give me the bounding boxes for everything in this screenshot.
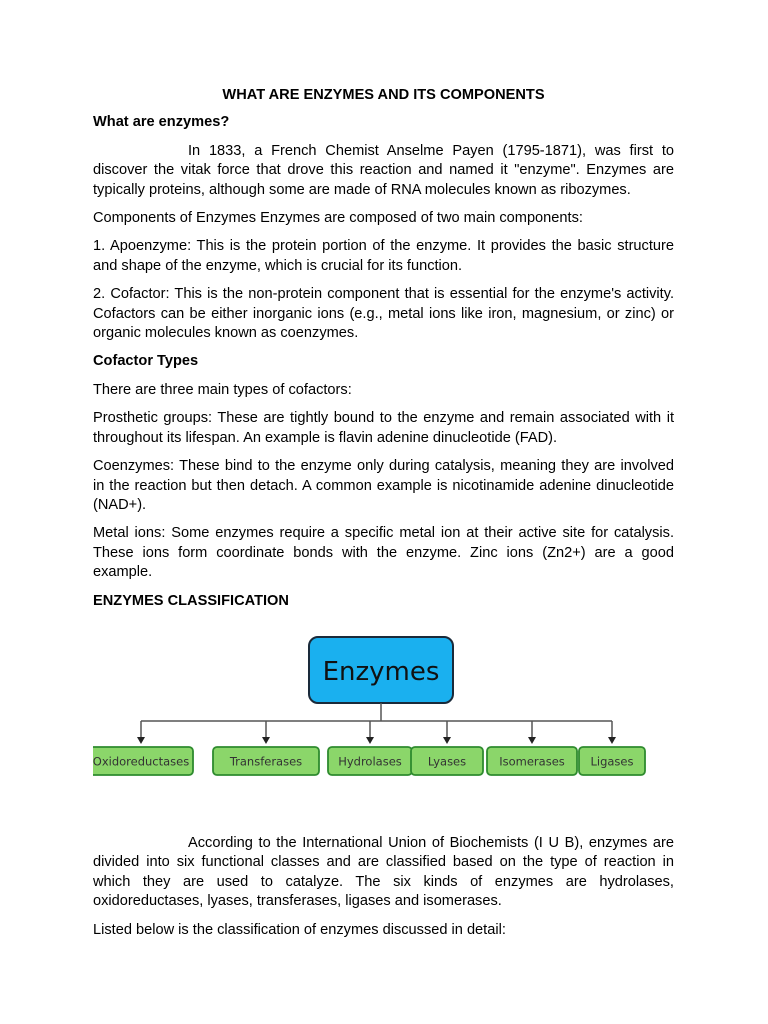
heading-enzymes-classification: ENZYMES CLASSIFICATION (93, 592, 289, 609)
paragraph-metal-ions: Metal ions: Some enzymes require a specific metal ion at their active site for catalysis. These ions form coordinate bonds with the enzyme. Zinc ions (Zn2+) are a good example. (93, 525, 674, 581)
child-node-label: Ligases (590, 754, 634, 769)
arrow-head-icon (262, 737, 270, 744)
paragraph-iub-classification: According to the International Union of Biochemists (I U B), enzymes are divided into six functional classes and are classified based on the type of reaction in which they are used to catalyze. The six kinds of enzymes are hydrolases, oxidoreductases, lyases, transferases, ligases and isomerases. (93, 834, 674, 910)
arrow-head-icon (528, 737, 536, 744)
paragraph-cofactor-types-intro: There are three main types of cofactors: (93, 381, 352, 398)
heading-cofactor-types: Cofactor Types (93, 353, 199, 370)
child-node-label: Hydrolases (338, 754, 402, 769)
paragraph-cofactor: 2. Cofactor: This is the non-protein component that is essential for the enzyme's activity. Cofactors can be either inorganic ions (e.g., metal ions like iron, magnesium, or zinc) or organic molecules known as coenzymes. (93, 286, 674, 342)
enzyme-classification-diagram (93, 625, 674, 820)
document-page (93, 86, 674, 949)
paragraph-history: In 1833, a French Chemist Anselme Payen (1795-1871), was first to discover the vitak force that drove this reaction and named it "enzyme". Enzymes are typically proteins, although some are made of RNA molecules known as ribozymes. (93, 142, 674, 198)
child-node-label: Isomerases (499, 754, 565, 769)
classification-tree (93, 625, 674, 820)
document-title: WHAT ARE ENZYMES AND ITS COMPONENTS (222, 87, 545, 103)
child-node-label: Oxidoreductases (93, 754, 190, 769)
arrow-head-icon (137, 737, 145, 744)
child-node-label: Lyases (427, 754, 467, 769)
heading-what-are-enzymes: What are enzymes? (93, 114, 230, 131)
paragraph-apoenzyme: 1. Apoenzyme: This is the protein portion of the enzyme. It provides the basic structure and shape of the enzyme, which is crucial for its function. (93, 238, 674, 274)
child-node-label: Transferases (229, 754, 303, 769)
paragraph-coenzymes: Coenzymes: These bind to the enzyme only during catalysis, meaning they are involved in the reaction but then detach. A common example is nicotinamide adenine dinucleotide (NAD+). (93, 458, 674, 513)
root-node-label: Enzymes (322, 656, 440, 687)
paragraph-listed-below: Listed below is the classification of enzymes discussed in detail: (93, 921, 506, 938)
arrow-head-icon (366, 737, 374, 744)
arrow-head-icon (443, 737, 451, 744)
paragraph-prosthetic-groups: Prosthetic groups: These are tightly bound to the enzyme and remain associated with it throughout its lifespan. An example is flavin adenine dinucleotide (FAD). (93, 410, 674, 446)
paragraph-components-intro: Components of Enzymes Enzymes are composed of two main components: (93, 210, 583, 227)
arrow-head-icon (608, 737, 616, 744)
